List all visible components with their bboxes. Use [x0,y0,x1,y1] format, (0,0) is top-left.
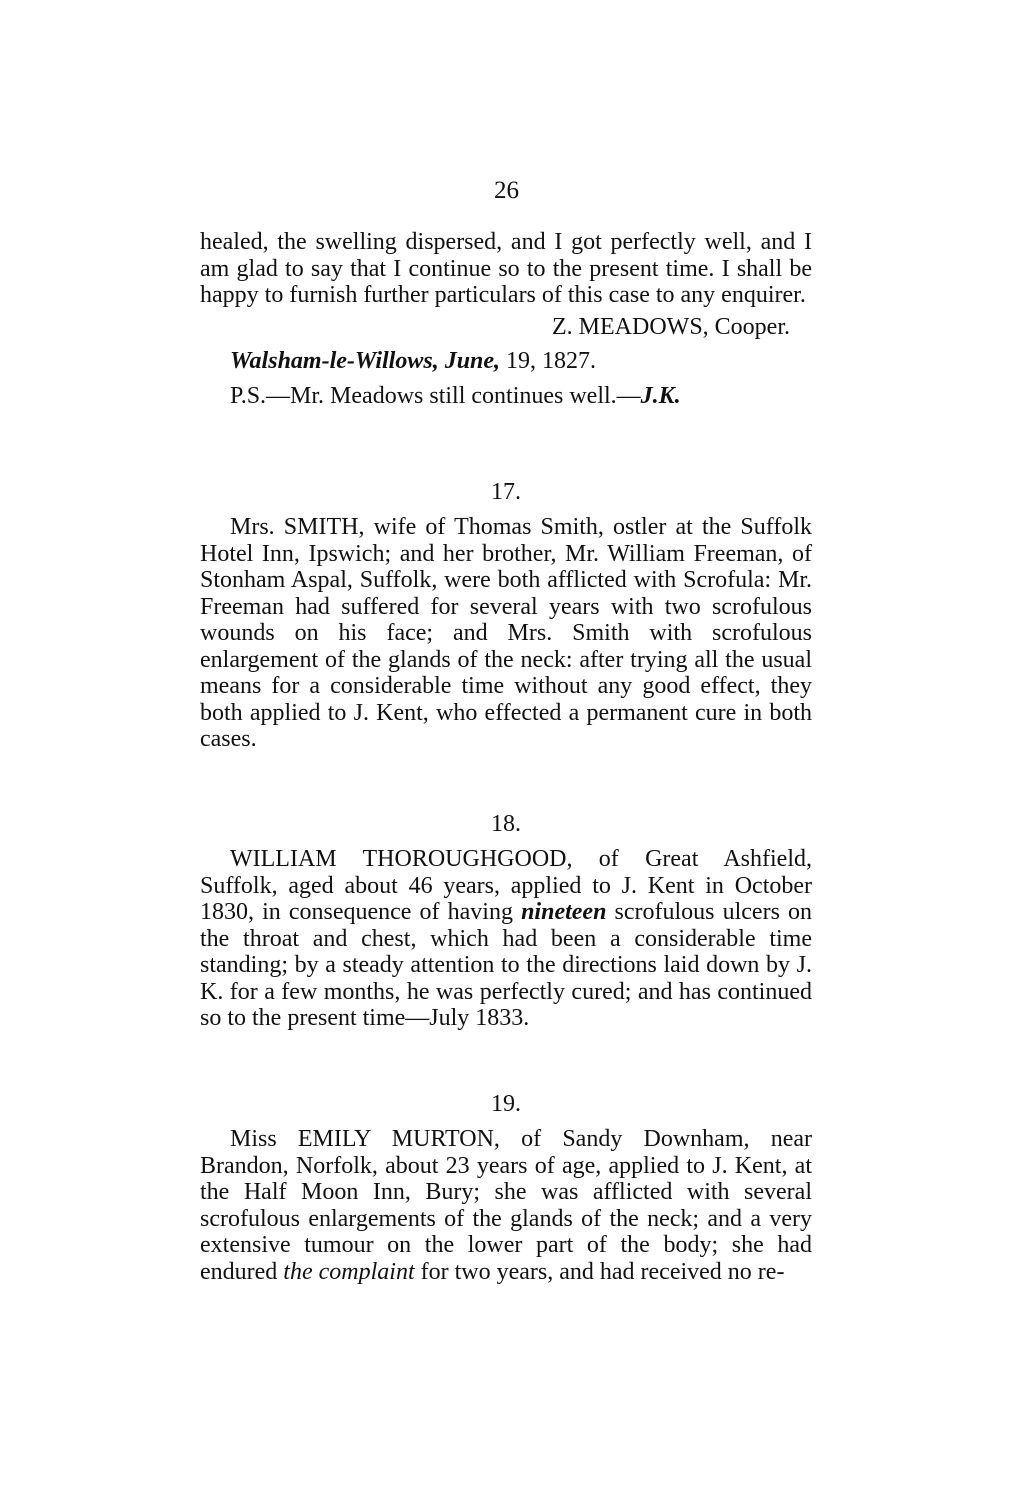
case-16-place-date [200,348,812,375]
case-19-text [200,1126,812,1285]
case-16-continuation [200,229,812,409]
case-18-text-after: scrofulous ulcers on the throat and chest, which had been a considerable time standing; by a steady attention to the directions laid down by J. K. for a few months, he was perfectly cured; and has continued so to the present time—July 1833. [200,899,813,1031]
case-16-ps-initials: J.K. [640,382,681,409]
case-17-number: 17. [491,479,521,505]
case-17 [200,478,812,753]
case-18-text-before: WILLIAM THOROUGHGOOD, of Great Ashfield, Suffolk, aged about 46 years, applied to J. Kent in October 1830, in consequence of having [200,846,812,925]
case-19-text-after: for two years, and had received no re- [420,1258,785,1285]
case-19-number: 19. [491,1091,521,1117]
case-16-postscript [200,383,812,410]
page-number: 26 [494,177,519,204]
case-18-number: 18. [491,811,521,837]
case-19-text-before: Miss EMILY MURTON, of Sandy Downham, near Brandon, Norfolk, about 23 years of age, applied to J. Kent, at the Half Moon Inn, Bury; she was afflicted with several scrofulous enlargements of the glands of the neck; and a very extensive tumour on the lower part of the body; she had endured [200,1126,812,1285]
case-18-text [200,846,812,1032]
case-18-emphasis: nineteen [521,899,607,925]
case-19 [200,1090,812,1285]
case-18 [200,810,812,1032]
case-19-emphasis: the complaint [283,1258,415,1285]
case-16-ps-text: P.S.—Mr. Meadows still continues well.— [230,382,641,409]
case-16-date: 19, 1827. [506,348,597,374]
case-16-signature: Z. MEADOWS, Cooper. [552,313,790,340]
case-16-place: Walsham-le-Willows, June, [230,348,501,374]
case-16-text: healed, the swelling dispersed, and I got perfectly well, and I am glad to say that I continue so to the present time. I shall be happy to furnish further particulars of this case to any enquirer. [200,229,812,308]
case-17-text: Mrs. SMITH, wife of Thomas Smith, ostler at the Suffolk Hotel Inn, Ipswich; and her brother, Mr. William Freeman, of Stonham Aspal, Suffolk, were both afflicted with Scrofula: Mr. Freeman had suffered for several years with two scrofulous wounds on his face; and Mrs. Smith with scrofulous enlargement of the glands of the neck: after trying all the usual means for a considerable time without any good effect, they both applied to J. Kent, who effected a permanent cure in both cases. [200,514,812,752]
